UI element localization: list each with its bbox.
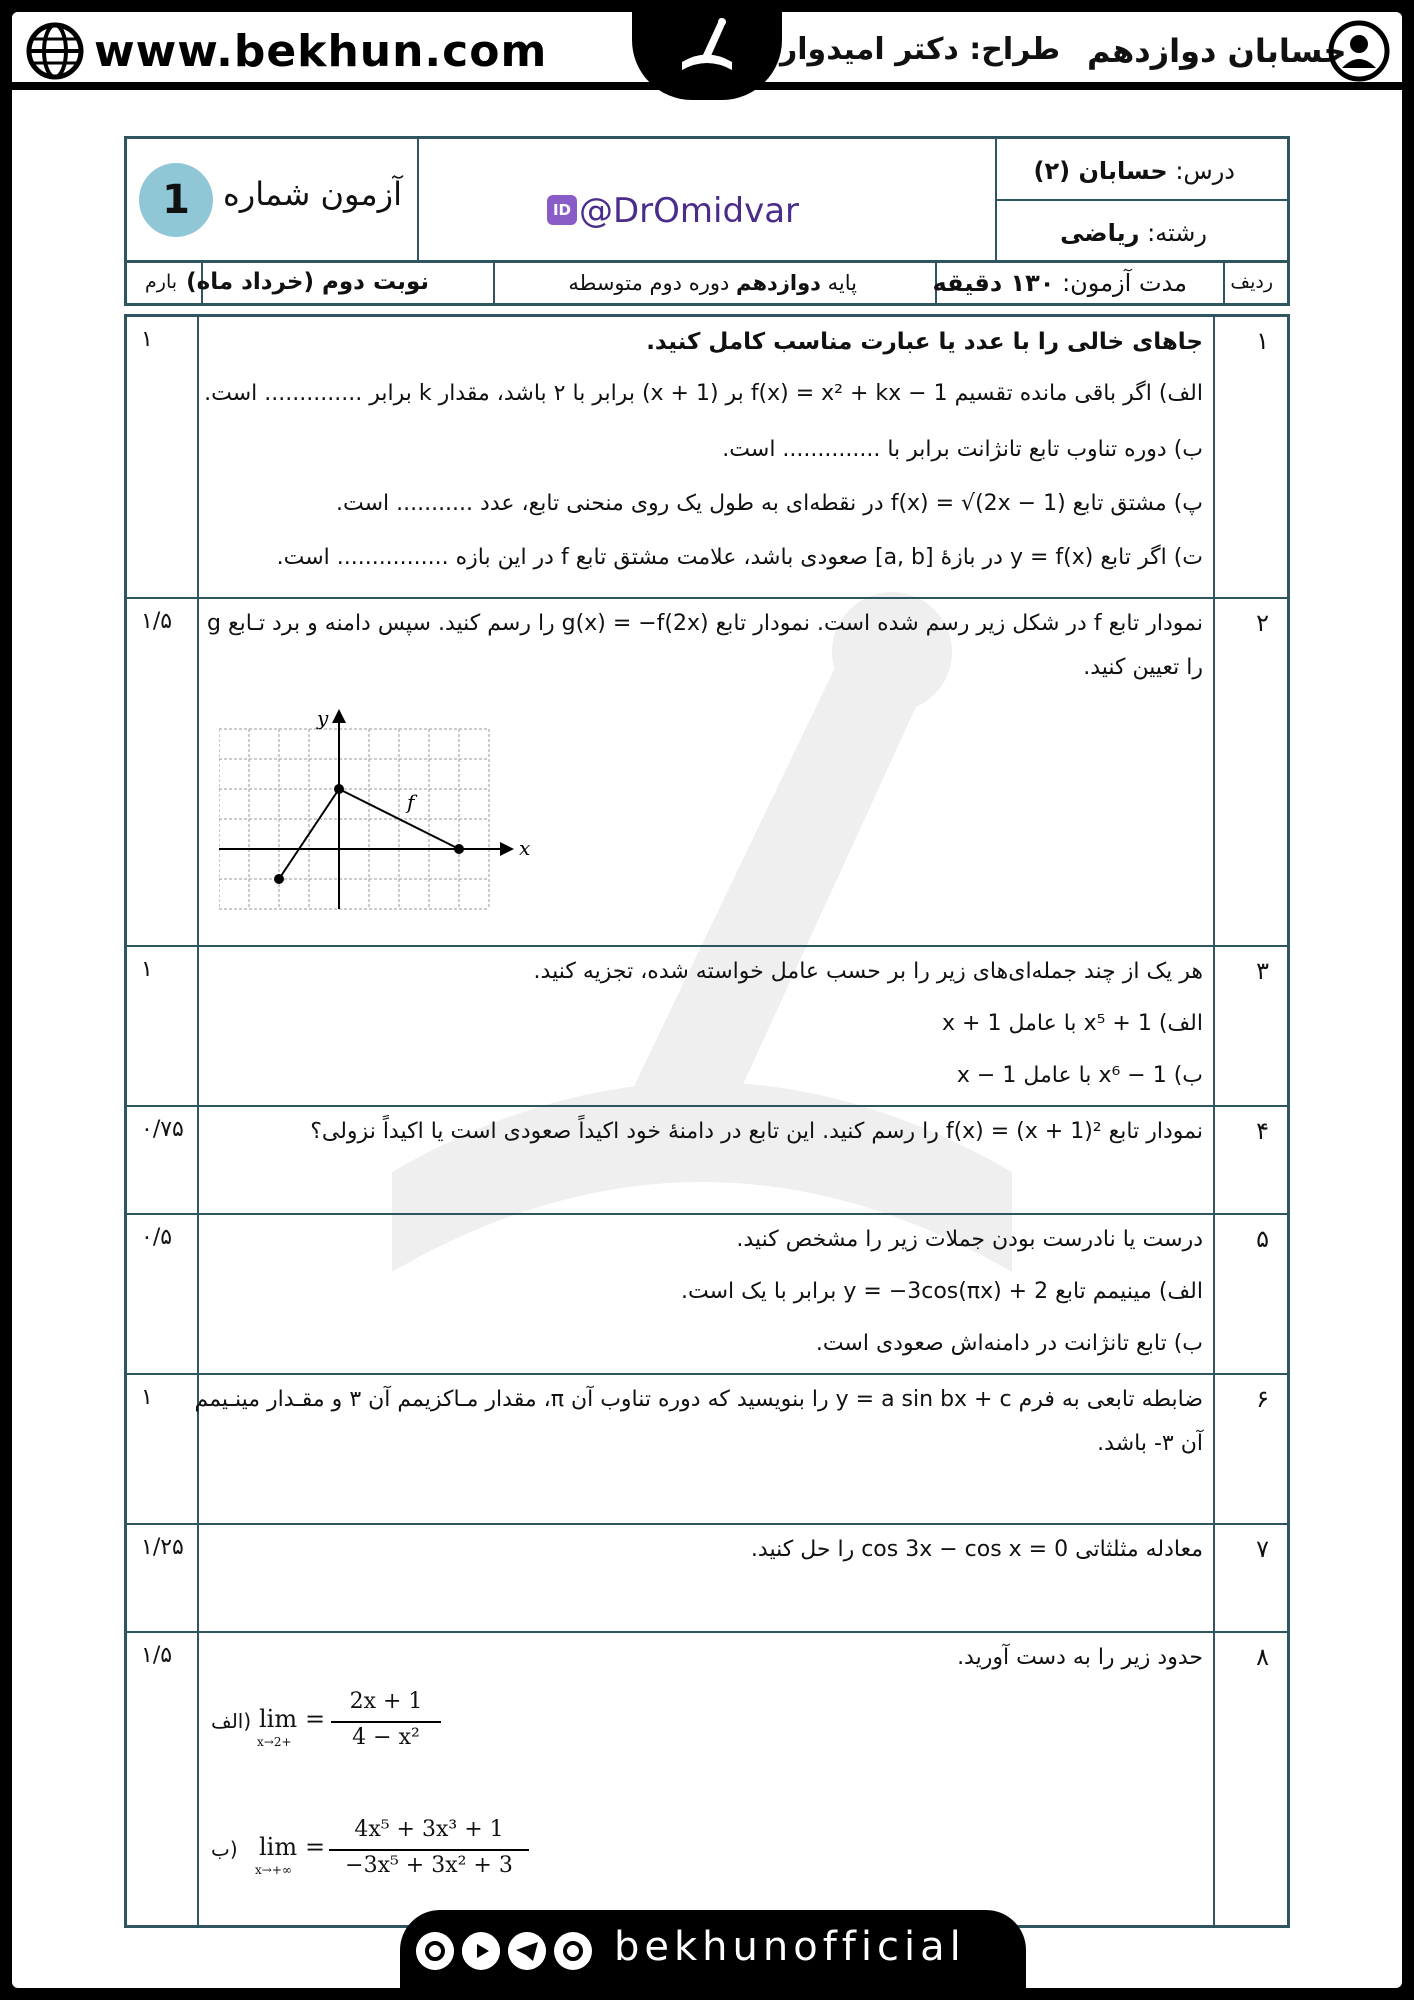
instagram-icon[interactable]: [416, 1932, 454, 1970]
duration-value: ۱۳۰ دقیقه: [932, 269, 1055, 297]
subject-row: [1034, 157, 1236, 185]
question-number: ۵: [1256, 1225, 1269, 1253]
telegram-icon[interactable]: [508, 1932, 546, 1970]
question-row-5: [127, 1215, 1287, 1375]
question-score: ۱: [141, 327, 153, 352]
question-row-1: [127, 317, 1287, 599]
subject-value: حسابان (۲): [1033, 157, 1168, 185]
graph-curve-label: f: [407, 790, 415, 814]
questions-table: [124, 314, 1290, 1928]
camera-icon[interactable]: [554, 1932, 592, 1970]
id-badge-icon: ID: [547, 195, 577, 225]
limit-b: ب) lim x→+∞ = 4x⁵ + 3x³ + 1 −3x⁵ + 3x² + 3: [211, 1811, 531, 1891]
graph-y-label: y: [317, 709, 329, 730]
question-number: ۲: [1256, 609, 1269, 637]
question-number: ۳: [1256, 957, 1269, 985]
subject-label: درس:: [1175, 157, 1235, 185]
globe-icon: [26, 22, 84, 80]
session-label: نوبت دوم (خرداد ماه): [186, 269, 429, 295]
question-prompt-cont: را تعیین کنید.: [1083, 655, 1203, 680]
question-prompt: نمودار تابع f(x) = (x + 1)² را رسم کنید. این تابع در دامنهٔ خود اکیداً صعودی است یا اکیداً نزولی؟: [310, 1119, 1203, 1144]
duration-row: [932, 269, 1187, 297]
instructor-handle: @DrOmidvar: [579, 191, 800, 231]
question-prompt: ضابطه تابعی به فرم y = a sin bx + c را بنویسید که دوره تناوب آن π، مقدار مـاکزیمم آن ۳ و مقـدار مینـیمم: [194, 1387, 1203, 1412]
question-part: الف) مینیمم تابع y = −3cos(πx) + 2 برابر با یک است.: [680, 1279, 1203, 1304]
question-score: ۱/۲۵: [141, 1535, 184, 1560]
question-score: ۰/۷۵: [141, 1117, 184, 1142]
question-prompt: معادله مثلثاتی cos 3x − cos x = 0 را حل کنید.: [750, 1537, 1203, 1562]
question-score: ۱: [141, 1385, 153, 1410]
top-bar: [12, 12, 1402, 90]
grade-row: [568, 271, 857, 295]
course-title: حسابان دوازدهم: [1087, 32, 1347, 70]
footer-handle[interactable]: bekhunofficial: [614, 1924, 966, 1970]
question-row-6: [127, 1375, 1287, 1525]
exam-page: [12, 12, 1402, 1988]
question-number: ۱: [1256, 327, 1269, 355]
question-number: ۸: [1256, 1643, 1269, 1671]
book-logo-icon: [672, 12, 742, 84]
question-prompt: هر یک از چند جمله‌ای‌های زیر را بر حسب عامل خواسته شده، تجزیه کنید.: [533, 959, 1203, 984]
question-row-2: [127, 599, 1287, 947]
exam-label: آزمون شماره: [223, 175, 402, 213]
limit-a: الف) lim x→2+ = 2x + 1 4 − x²: [211, 1683, 451, 1763]
question-part: ت) اگر تابع y = f(x) در بازهٔ [a, b] صعودی باشد، علامت مشتق تابع f در این بازه ................ است.: [276, 545, 1203, 570]
grade-suffix: دوره دوم متوسطه: [568, 271, 730, 295]
question-prompt: حدود زیر را به دست آورید.: [957, 1645, 1203, 1670]
question-prompt-cont: آن ۳- باشد.: [1097, 1431, 1203, 1456]
question-number: ۶: [1256, 1385, 1269, 1413]
score-header: بارم: [145, 271, 178, 293]
question-prompt: درست یا نادرست بودن جملات زیر را مشخص کنید.: [736, 1227, 1203, 1252]
field-label: رشته:: [1147, 219, 1207, 247]
question-part: ب) تابع تانژانت در دامنه‌اش صعودی است.: [815, 1331, 1203, 1356]
question-score: ۰/۵: [141, 1225, 173, 1250]
question-number: ۴: [1256, 1117, 1269, 1145]
row-label: ردیف: [1230, 271, 1273, 293]
designer-name: طراح: دکتر امیدوار: [780, 32, 1061, 67]
function-graph: [219, 709, 549, 929]
question-prompt: جاهای خالی را با عدد یا عبارت مناسب کامل کنید.: [646, 329, 1203, 355]
question-score: ۱/۵: [141, 1643, 173, 1668]
graph-x-label: x: [519, 836, 531, 860]
question-row-3: [127, 947, 1287, 1107]
duration-label: مدت آزمون:: [1062, 269, 1187, 297]
grade-prefix: پایه: [827, 271, 857, 295]
site-url[interactable]: www.bekhun.com: [94, 26, 548, 77]
question-part: ب) دوره تناوب تابع تانژانت برابر با .............. است.: [722, 437, 1203, 462]
question-row-7: [127, 1525, 1287, 1633]
exam-number-badge: 1: [139, 163, 213, 237]
user-icon: [1328, 20, 1390, 82]
grade-value: دوازدهم: [736, 271, 821, 295]
question-number: ۷: [1256, 1535, 1269, 1563]
question-score: ۱/۵: [141, 609, 173, 634]
field-row: [1060, 219, 1207, 247]
question-row-4: [127, 1107, 1287, 1215]
question-score: ۱: [141, 957, 153, 982]
question-part: پ) مشتق تابع f(x) = √(2x − 1) در نقطه‌ای به طول یک روی منحنی تابع، عدد ........... است.: [335, 491, 1203, 516]
youtube-icon[interactable]: [462, 1932, 500, 1970]
field-value: ریاضی: [1060, 219, 1140, 247]
question-prompt: نمودار تابع f در شکل زیر رسم شده است. نمودار تابع g(x) = −f(2x) را رسم کنید. سپس دامنه و برد تـابع g: [207, 611, 1203, 636]
question-part: ب) x⁶ − 1 با عامل x − 1: [956, 1063, 1203, 1088]
exam-header: [124, 136, 1290, 306]
question-part: الف) اگر باقی مانده تقسیم f(x) = x² + kx − 1 بر (x + 1) برابر با ۲ باشد، مقدار k برابر .............. است.: [204, 381, 1203, 406]
question-row-8: [127, 1633, 1287, 1925]
question-part: الف) x⁵ + 1 با عامل x + 1: [942, 1011, 1203, 1036]
